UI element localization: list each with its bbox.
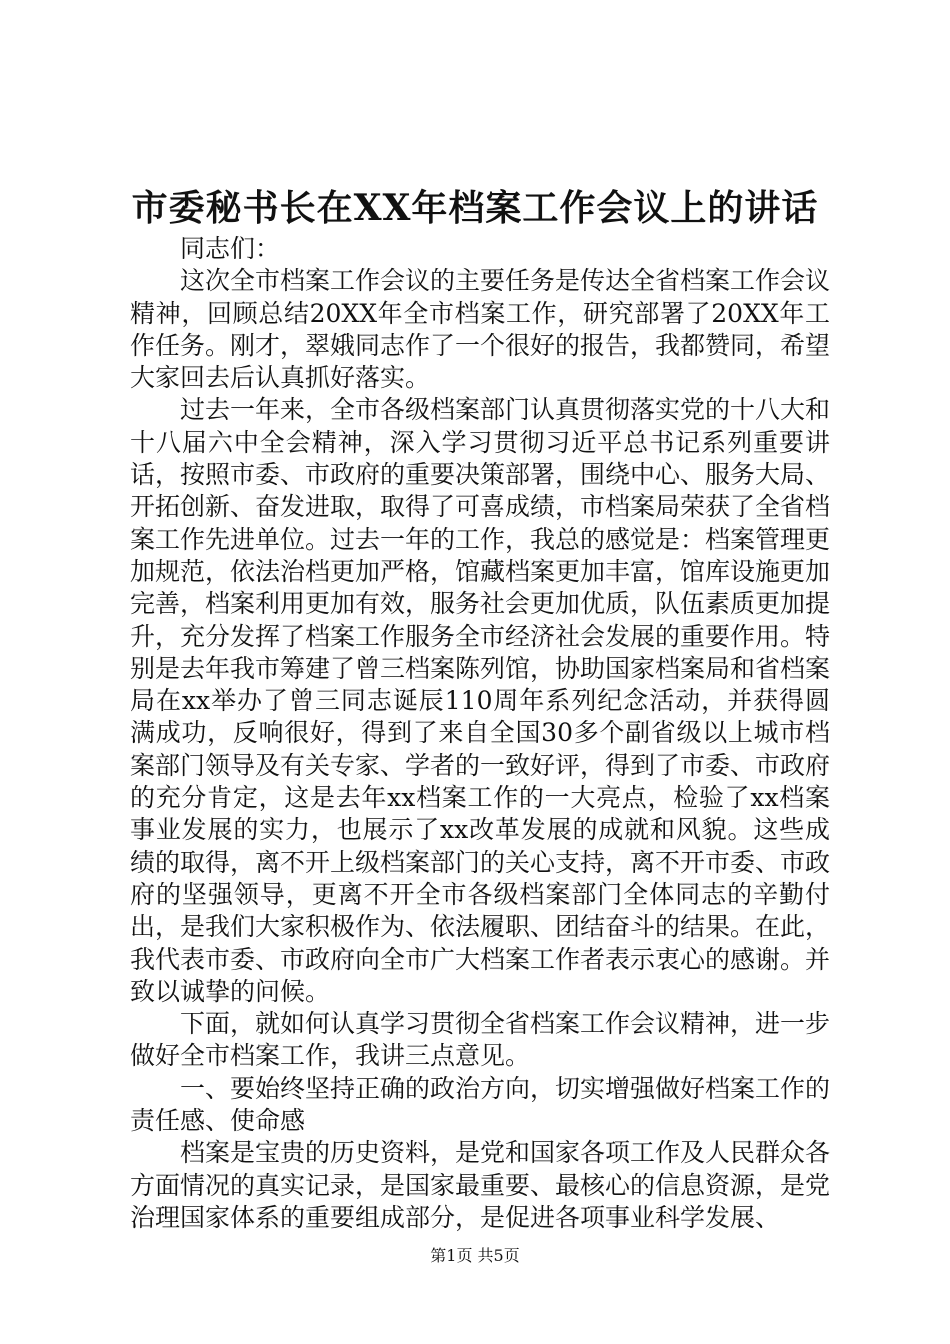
page-footer: 第1页 共5页 xyxy=(430,1246,520,1265)
paragraph-intro: 这次全市档案工作会议的主要任务是传达全省档案工作会议精神，回顾总结20XX年全市档案工作，研究部署了20XX年工作任务。刚才，翠娥同志作了一个很好的报告，我都赞同，希望大家回去后认真抓好落实。 xyxy=(130,266,831,393)
paragraph-review: 过去一年来，全市各级档案部门认真贯彻落实党的十八大和十八届六中全会精神，深入学习贯彻习近平总书记系列重要讲话，按照市委、市政府的重要决策部署，围绕中心、服务大局、开拓创新、奋发进取，取得了可喜成绩，市档案局荣获了全省档案工作先进单位。过去一年的工作，我总的感觉是：档案管理更加规范，依法治档更加严格，馆藏档案更加丰富，馆库设施更加完善，档案利用更加有效，服务社会更加优质，队伍素质更加提升，充分发挥了档案工作服务全市经济社会发展的重要作用。特别是去年我市筹建了曾三档案陈列馆，协助国家档案局和省档案局在xx举办了曾三同志诞辰110周年系列纪念活动，并获得圆满成功，反响很好，得到了来自全国30多个副省级以上城市档案部门领导及有关专家、学者的一致好评，得到了市委、市政府的充分肯定，这是去年xx档案工作的一大亮点，检验了xx档案事业发展的实力，也展示了xx改革发展的成就和风貌。这些成绩的取得，离不开上级档案部门的关心支持，离不开市委、市政府的坚强领导，更离不开全市各级档案部门全体同志的辛勤付出，是我们大家积极作为、依法履职、团结奋斗的结果。在此，我代表市委、市政府向全市广大档案工作者表示衷心的感谢。并致以诚挚的问候。 xyxy=(130,395,831,1006)
document-body xyxy=(130,233,830,1234)
document-title: 市委秘书长在XX年档案工作会议上的讲话 xyxy=(131,187,819,229)
section-heading-one: 一、要始终坚持正确的政治方向，切实增强做好档案工作的责任感、使命感 xyxy=(130,1073,831,1136)
paragraph-transition: 下面，就如何认真学习贯彻全省档案工作会议精神，进一步做好全市档案工作，我讲三点意见。 xyxy=(130,1009,831,1071)
paragraph-salutation: 同志们： xyxy=(180,234,281,263)
paragraph-archives: 档案是宝贵的历史资料，是党和国家各项工作及人民群众各方面情况的真实记录，是国家最重要、最核心的信息资源，是党治理国家体系的重要组成部分，是促进各项事业科学发展、 xyxy=(130,1138,831,1232)
